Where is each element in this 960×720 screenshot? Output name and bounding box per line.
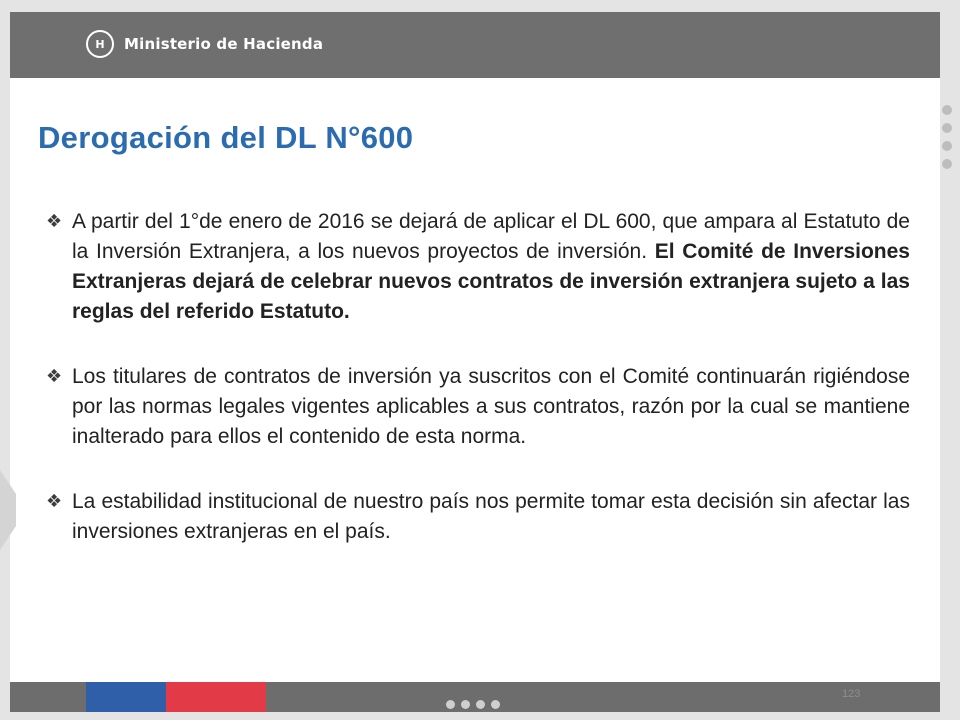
bullet-item [46, 207, 910, 327]
footer-dot [446, 700, 455, 709]
footer-dot [491, 700, 500, 709]
ministry-name: Ministerio de Hacienda [124, 35, 324, 53]
page-number: 123 [842, 688, 861, 700]
side-dot [942, 123, 952, 133]
ministry-emblem-icon: H [86, 30, 114, 58]
flag-stripe-red [166, 682, 266, 712]
footer-dot [461, 700, 470, 709]
bullet-text-regular: A partir del 1°de enero de 2016 se dejará de aplicar el DL 600, que ampara al Estatuto de la Inversión Extranjera, a los nuevos proyectos de inversión. [72, 210, 910, 263]
side-dot [942, 141, 952, 151]
bullet-item [46, 362, 910, 452]
bullet-text [72, 207, 910, 327]
bullet-item [46, 487, 910, 547]
side-dot [942, 159, 952, 169]
diamond-bullet-icon: ❖ [46, 366, 63, 387]
footer-dot [476, 700, 485, 709]
diamond-bullet-icon: ❖ [46, 491, 63, 512]
bullet-text: La estabilidad institucional de nuestro país nos permite tomar esta decisión sin afectar las inversiones extranjeras en el país. [72, 490, 910, 543]
ministry-logo [86, 30, 323, 58]
side-dot [942, 105, 952, 115]
bullet-text-bold: El Comité de Inversiones Extranjeras dejará de celebrar nuevos contratos de inversión extranjera sujeto a las reglas del referido Estatuto. [72, 240, 910, 323]
footer-dot-decoration [446, 700, 500, 709]
slide-title: Derogación del DL N°600 [38, 120, 414, 155]
diamond-bullet-icon: ❖ [46, 211, 63, 232]
side-dot-decoration [942, 105, 952, 169]
bullet-list [46, 207, 910, 582]
bullet-text: Los titulares de contratos de inversión ya suscritos con el Comité continuarán rigiéndose por las normas legales vigentes aplicables a sus contratos, razón por la cual se mantiene inalterado para ellos el contenido de esta norma. [72, 365, 910, 448]
flag-stripe-blue [86, 682, 166, 712]
